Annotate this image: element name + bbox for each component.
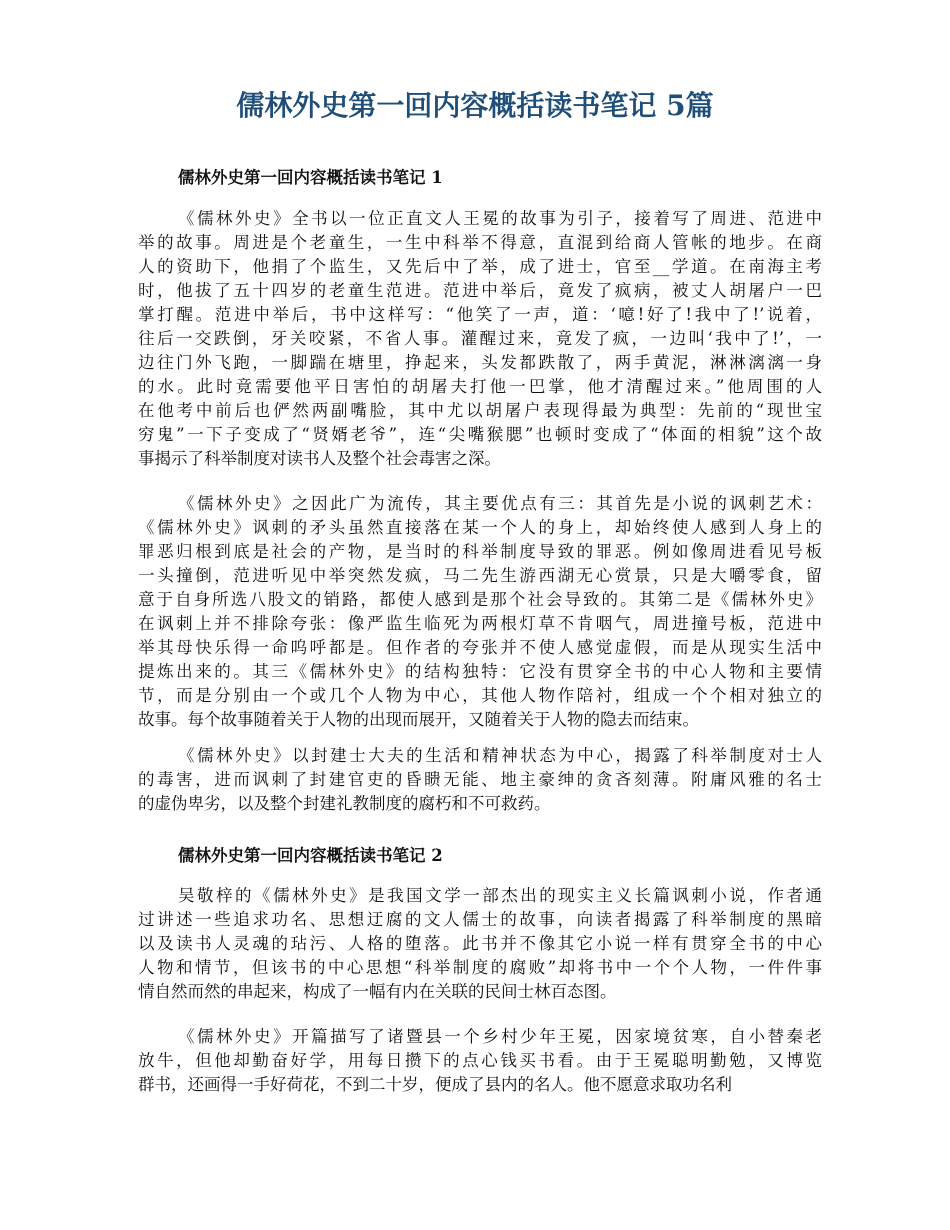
paragraph-line: 以及读书人灵魂的玷污、人格的堕落。此书并不像其它小说一样有贯穿全书的中心	[138, 934, 822, 953]
paragraph	[138, 207, 822, 471]
paragraph-line: 节，而是分别由一个或几个人物为中心，其他人物作陪衬，组成一个个相对独立的	[138, 686, 822, 705]
paragraph-line: 边往门外飞跑，一脚踹在塘里，挣起来，头发都跌散了，两手黄泥，淋淋漓漓一身	[138, 353, 822, 372]
paragraph-line: 事揭示了科举制度对读书人及整个社会毒害之深。	[138, 449, 501, 468]
paragraph-line: 《儒林外史》讽刺的矛头虽然直接落在某一个人的身上，却始终使人感到人身上的	[138, 518, 822, 537]
paragraph-line: 罪恶归根到底是社会的产物，是当时的科举制度导致的罪恶。例如像周进看见号板	[138, 542, 822, 561]
paragraph-line: 的毒害，进而讽刺了封建官吏的昏瞆无能、地主豪绅的贪吝刻薄。附庸风雅的名士	[138, 770, 822, 789]
paragraph-line: 故事。每个故事随着关于人物的出现而展开，又随着关于人物的隐去而结束。	[138, 710, 699, 729]
paragraph-line: 放牛，但他却勤奋好学，用每日攒下的点心钱买书看。由于王冕聪明勤勉，又博览	[138, 1051, 822, 1070]
paragraph-line: 过讲述一些追求功名、思想迂腐的文人儒士的故事，向读者揭露了科举制度的黑暗	[138, 910, 822, 929]
paragraph-line: 意于自身所选八股文的销路，都使人感到是那个社会导致的。其第二是《儒林外史》	[138, 590, 822, 609]
paragraph-line: 《儒林外史》全书以一位正直文人王冕的故事为引子，接着写了周进、范进中	[178, 209, 822, 228]
paragraph-line: 穷鬼”一下子变成了“贤婿老爷”，连“尖嘴猴腮”也顿时变成了“体面的相貌”这个故	[138, 425, 822, 444]
paragraph-line: 《儒林外史》开篇描写了诸暨县一个乡村少年王冕，因家境贫寒，自小替秦老	[178, 1027, 822, 1046]
paragraph-line: 群书，还画得一手好荷花，不到二十岁，便成了县内的名人。他不愿意求取功名利	[138, 1075, 732, 1094]
paragraph	[138, 492, 822, 732]
paragraph-line: 举其母快乐得一命呜呼都是。但作者的夸张并不使人感觉虚假，而是从现实生活中	[138, 638, 822, 657]
paragraph-line: 在讽刺上并不排除夸张：像严监生临死为两根灯草不肯咽气，周进撞号板，范进中	[138, 614, 822, 633]
paragraph-line: 提炼出来的。其三《儒林外史》的结构独特：它没有贯穿全书的中心人物和主要情	[138, 662, 822, 681]
paragraph-line: 往后一交跌倒，牙关咬紧，不省人事。灌醒过来，竟发了疯，一边叫‘我中了!’，一	[138, 329, 822, 348]
paragraph-line: 时，他拔了五十四岁的老童生范进。范进中举后，竟发了疯病，被丈人胡屠户一巴	[138, 281, 822, 300]
document-title: 儒林外史第一回内容概括读书笔记 5篇	[236, 89, 714, 122]
paragraph	[138, 1025, 822, 1097]
paragraph	[138, 884, 822, 1004]
paragraph-line: 吴敬梓的《儒林外史》是我国文学一部杰出的现实主义长篇讽刺小说，作者通	[178, 886, 822, 905]
paragraph-line: 的水。此时竟需要他平日害怕的胡屠夫打他一巴掌，他才清醒过来。”他周围的人	[138, 377, 822, 396]
paragraph-line: 《儒林外史》之因此广为流传，其主要优点有三：其首先是小说的讽刺艺术：	[178, 494, 822, 513]
paragraph-line: 情自然而然的串起来，构成了一幅有内在关联的民间士林百态图。	[138, 982, 617, 1001]
paragraph-line: 一头撞倒，范进听见中举突然发疯，马二先生游西湖无心赏景，只是大嚼零食，留	[138, 566, 822, 585]
paragraph-line: 人的资助下，他捐了个监生，又先后中了举，成了进士，官至__学道。在南海主考	[138, 257, 822, 276]
paragraph-line: 在他考中前后也俨然两副嘴脸，其中尤以胡屠户表现得最为典型：先前的“现世宝	[138, 401, 822, 420]
section-heading: 儒林外史第一回内容概括读书笔记 2	[178, 846, 443, 865]
paragraph-line: 的虚伪卑劣，以及整个封建礼教制度的腐朽和不可救药。	[138, 794, 551, 813]
paragraph-line: 《儒林外史》以封建士大夫的生活和精神状态为中心，揭露了科举制度对士人	[178, 746, 822, 765]
paragraph	[138, 744, 822, 816]
paragraph-line: 举的故事。周进是个老童生，一生中科举不得意，直混到给商人管帐的地步。在商	[138, 233, 822, 252]
paragraph-line: 人物和情节，但该书的中心思想“科举制度的腐败”却将书中一个个人物，一件件事	[138, 958, 822, 977]
paragraph-line: 掌打醒。范进中举后，书中这样写：“他笑了一声，道：‘噫!好了!我中了!’说着，	[138, 305, 822, 324]
section-heading: 儒林外史第一回内容概括读书笔记 1	[178, 168, 443, 187]
